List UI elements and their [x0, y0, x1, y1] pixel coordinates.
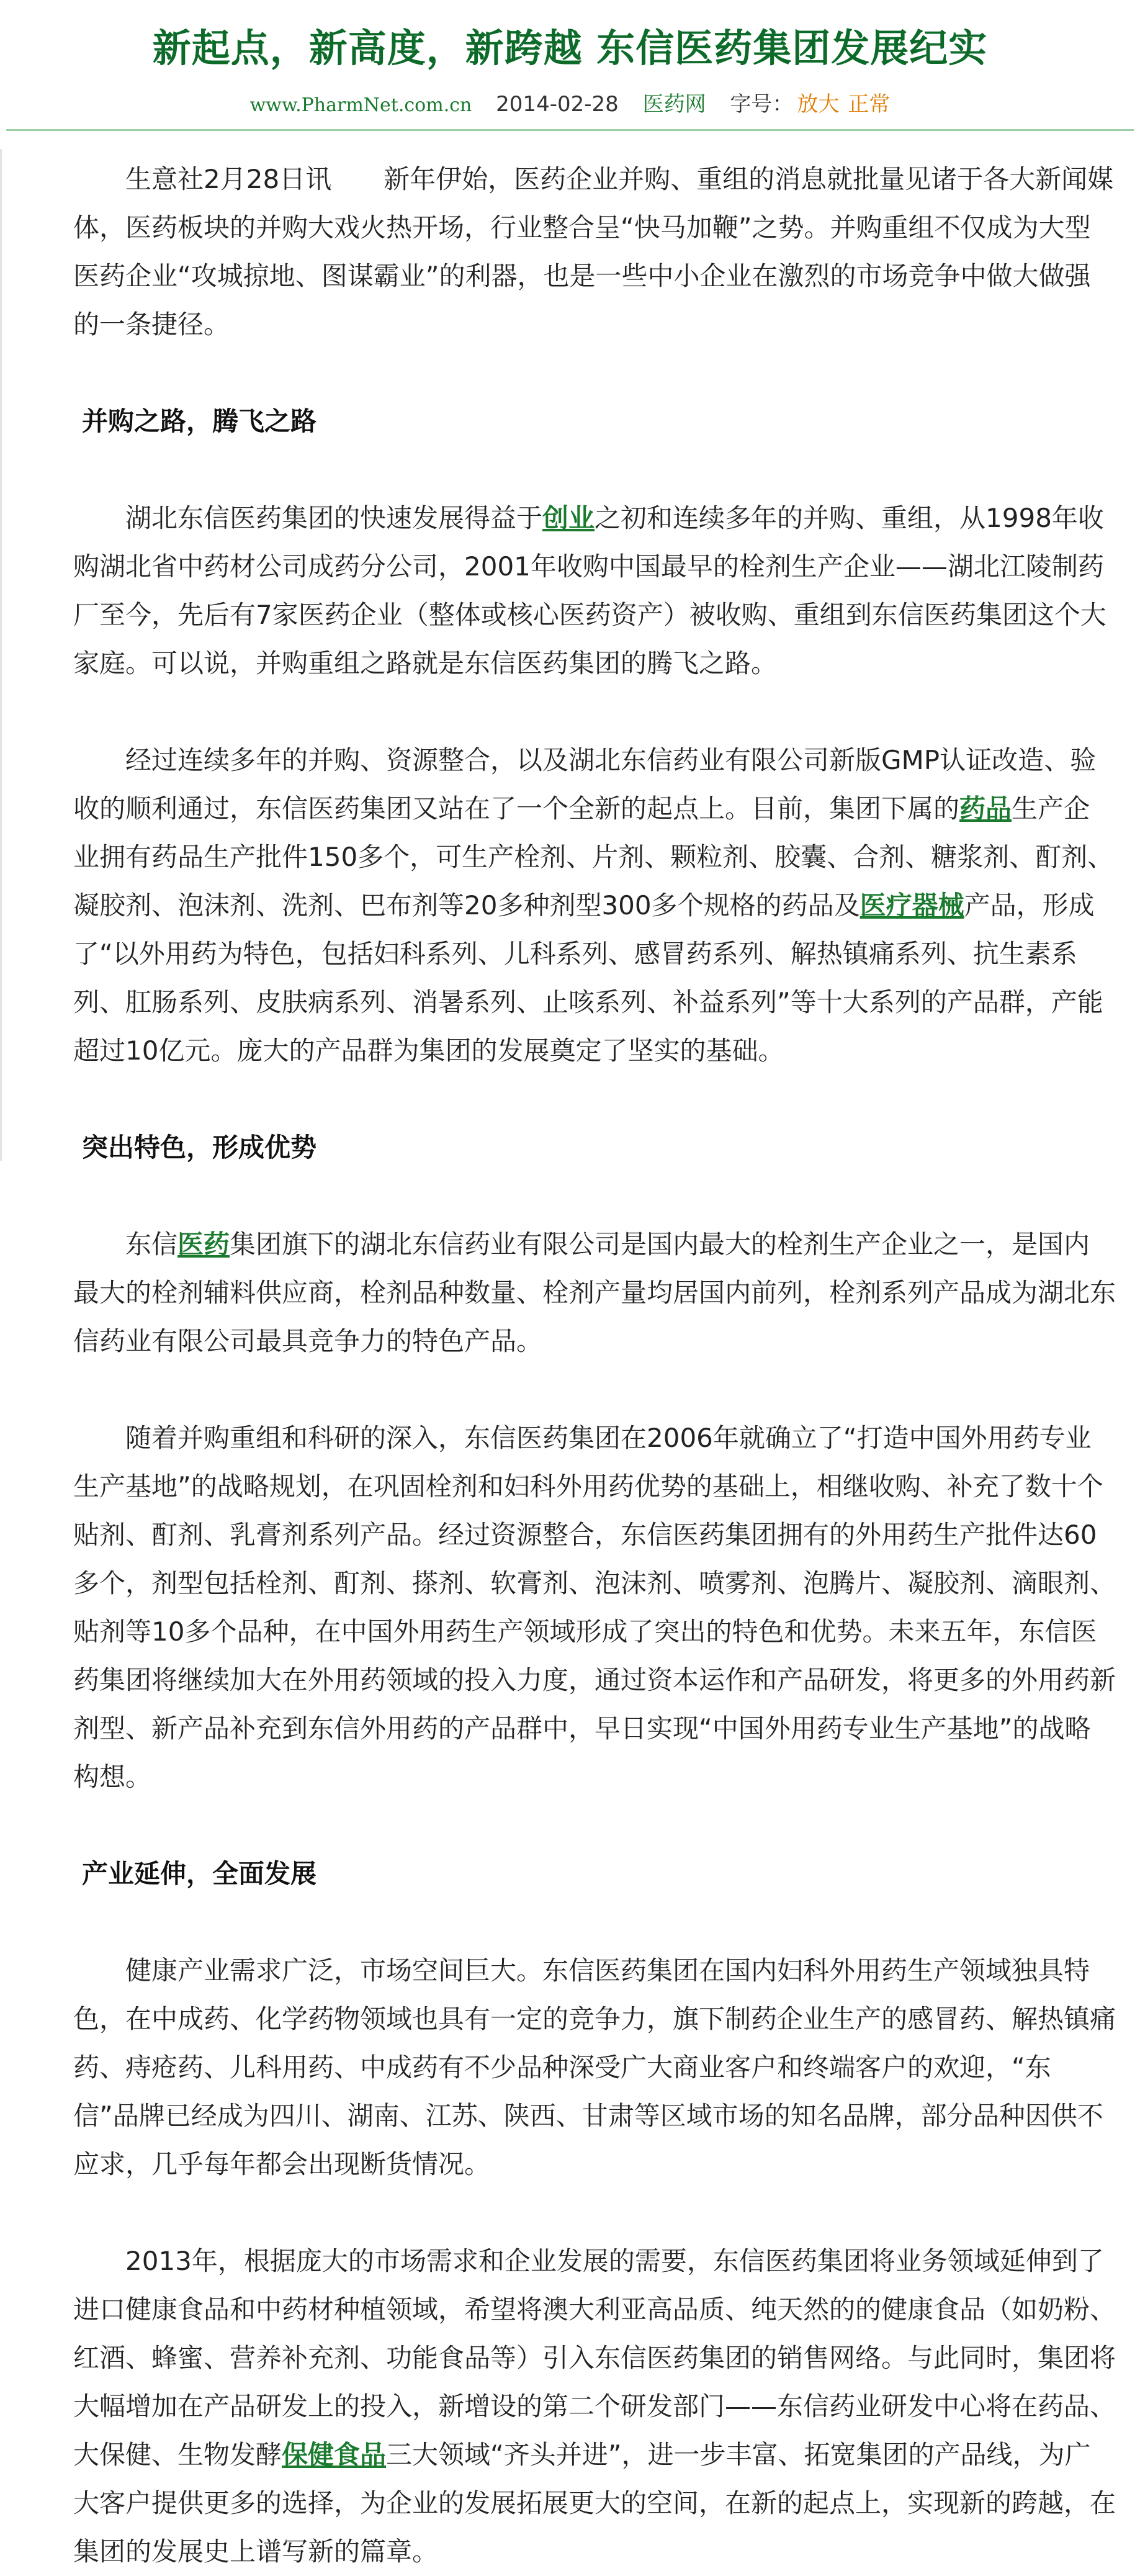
keyword-link-yaopin[interactable]: 药品 — [959, 793, 1012, 824]
keyword-link-yiliaoqixie[interactable]: 医疗器械 — [859, 890, 964, 921]
paragraph-extension-2: 2013年，根据庞大的市场需求和企业发展的需要，东信医药集团将业务领域延伸到了进口健康食品和中药材种植领域，希望将澳大利亚高品质、纯天然的的健康食品（如奶粉、红酒、蜂蜜、营养补充剂、功能食品等）引入东信医药集团的销售网络。与此同时，集团将大幅增加在产品研发上的投入，新增设的第二个研发部门——东信药业研发中心将在药品、大保健、生物发酵保健食品三大领域“齐头并进”，进一步丰富、拓宽集团的产品线，为广大客户提供更多的选择，为企业的发展拓展更大的空间，在新的起点上，实现新的跨越，在集团的发展史上谱写新的篇章。 — [73, 2246, 1116, 2567]
article-body — [73, 155, 1116, 2576]
keyword-link-baojianshipin[interactable]: 保健食品 — [282, 2439, 387, 2470]
article-title: 新起点，新高度，新跨越 东信医药集团发展纪实 — [152, 25, 988, 71]
left-border — [0, 149, 2, 1161]
paragraph-extension-1: 健康产业需求广泛，市场空间巨大。东信医药集团在国内妇科外用药生产领域独具特色，在中成药、化学药物领域也具有一定的竞争力，旗下制药企业生产的感冒药、解热镇痛药、痔疮药、儿科用药、中成药有不少品种深受广大商业客户和终端客户的欢迎，“东信”品牌已经成为四川、湖南、江苏、陕西、甘肃等区域市场的知名品牌，部分品种因供不应求，几乎每年都会出现断货情况。 — [73, 1955, 1116, 2179]
section-heading-mergers: 并购之路，腾飞之路 — [82, 406, 317, 436]
font-enlarge-link[interactable]: 放大 — [797, 92, 840, 117]
paragraph-intro: 生意社2月28日讯 新年伊始，医药企业并购、重组的消息就批量见诸于各大新闻媒体，医药板块的并购大戏火热开场，行业整合呈“快马加鞭”之势。并购重组不仅成为大型医药企业“攻城掠地、图谋霸业”的利器，也是一些中小企业在激烈的市场竞争中做大做强的一条捷径。 — [73, 164, 1114, 340]
publish-date: 2014-02-28 — [496, 92, 619, 117]
keyword-link-chuangye[interactable]: 创业 — [542, 503, 595, 533]
font-size-label: 字号： — [730, 92, 794, 117]
source-link[interactable]: 医药网 — [642, 92, 706, 117]
keyword-link-yiyao[interactable]: 医药 — [177, 1229, 230, 1259]
section-heading-extension: 产业延伸，全面发展 — [82, 1858, 317, 1889]
font-normal-link[interactable]: 正常 — [848, 92, 891, 117]
article-meta — [0, 87, 1140, 117]
paragraph-features-1: 东信医药集团旗下的湖北东信药业有限公司是国内最大的栓剂生产企业之一，是国内最大的栓剂辅料供应商，栓剂品种数量、栓剂产量均居国内前列，栓剂系列产品成为湖北东信药业有限公司最具竞争力的特色产品。 — [73, 1229, 1116, 1356]
site-url[interactable]: www.PharmNet.com.cn — [249, 94, 472, 116]
paragraph-mergers-1: 湖北东信医药集团的快速发展得益于创业之初和连续多年的并购、重组，从1998年收购湖北省中药材公司成药分公司，2001年收购中国最早的栓剂生产企业——湖北江陵制药厂至今，先后有7家医药企业（整体或核心医药资产）被收购、重组到东信医药集团这个大家庭。可以说，并购重组之路就是东信医药集团的腾飞之路。 — [73, 503, 1106, 678]
section-heading-features: 突出特色，形成优势 — [82, 1132, 317, 1163]
header-divider — [6, 129, 1134, 131]
paragraph-features-2: 随着并购重组和科研的深入，东信医药集团在2006年就确立了“打造中国外用药专业生产基地”的战略规划，在巩固栓剂和妇科外用药优势的基础上，相继收购、补充了数十个贴剂、酊剂、乳膏剂系列产品。经过资源整合，东信医药集团拥有的外用药生产批件达60多个，剂型包括栓剂、酊剂、搽剂、软膏剂、泡沫剂、喷雾剂、泡腾片、凝胶剂、滴眼剂、贴剂等10多个品种，在中国外用药生产领域形成了突出的特色和优势。未来五年，东信医药集团将继续加大在外用药领域的投入力度，通过资本运作和产品研发，将更多的外用药新剂型、新产品补充到东信外用药的产品群中，早日实现“中国外用药专业生产基地”的战略构想。 — [73, 1423, 1116, 1792]
paragraph-mergers-2: 经过连续多年的并购、资源整合，以及湖北东信药业有限公司新版GMP认证改造、验收的顺利通过，东信医药集团又站在了一个全新的起点上。目前，集团下属的药品生产企业拥有药品生产批件150多个，可生产栓剂、片剂、颗粒剂、胶囊、合剂、糖浆剂、酊剂、凝胶剂、泡沫剂、洗剂、巴布剂等20多种剂型300多个规格的药品及医疗器械产品，形成了“以外用药为特色，包括妇科系列、儿科系列、感冒药系列、解热镇痛系列、抗生素系列、肛肠系列、皮肤病系列、消暑系列、止咳系列、补益系列”等十大系列的产品群，产能超过10亿元。庞大的产品群为集团的发展奠定了坚实的基础。 — [73, 745, 1114, 1066]
